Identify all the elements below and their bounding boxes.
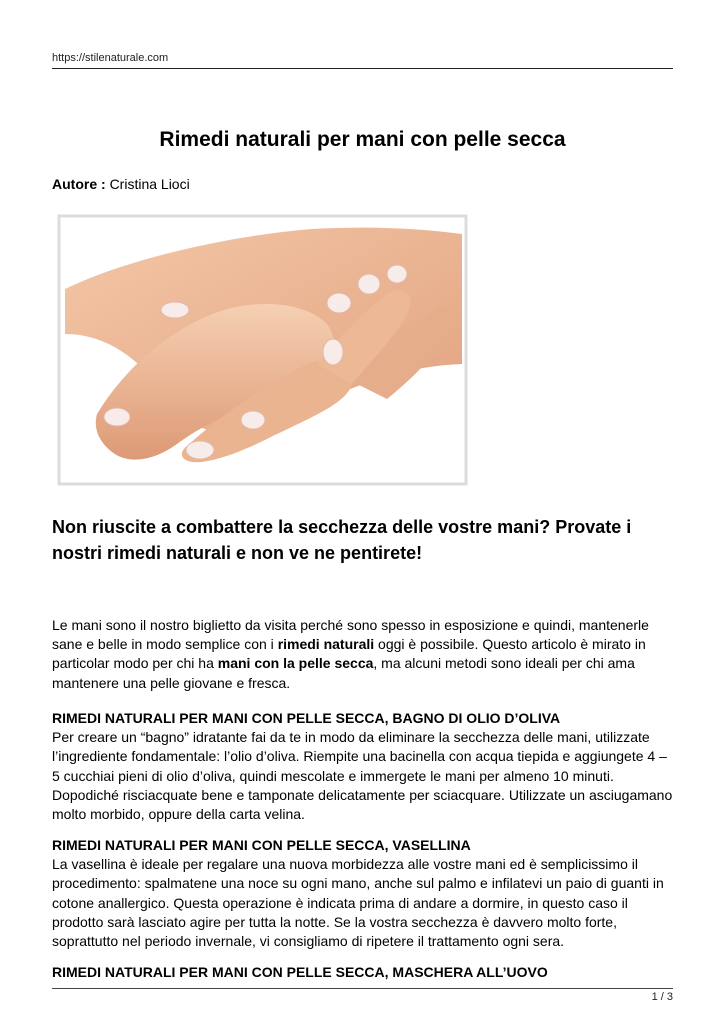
site-url: https://stilenaturale.com: [52, 52, 169, 64]
hands-photo: [57, 214, 468, 486]
section-heading: RIMEDI NATURALI PER MANI CON PELLE SECCA, VASELLINA: [52, 837, 471, 853]
page-number: 1 / 3: [651, 991, 673, 1003]
footer-divider: [52, 988, 673, 989]
page-title: Rimedi naturali per mani con pelle secca: [159, 128, 566, 151]
section-egg-mask: [52, 963, 674, 982]
intro-bold-remedies: rimedi naturali: [277, 636, 375, 653]
section-heading: RIMEDI NATURALI PER MANI CON PELLE SECCA, MASCHERA ALL’UOVO: [52, 964, 548, 980]
section-vaseline: [52, 836, 674, 951]
section-heading: RIMEDI NATURALI PER MANI CON PELLE SECCA, BAGNO DI OLIO D’OLIVA: [52, 710, 561, 726]
header-divider: [52, 68, 673, 69]
section-olive-oil: [52, 709, 674, 824]
section-text: La vasellina è ideale per regalare una nuova morbidezza alle vostre mani ed è semplicissimo il procedimento: spalmatene una noce su ogni mano, anche sul palmo e infilatevi un paio di guanti in cotone anallergico. Questa operazione è indicata prima di andare a dormire, in questo caso il prodotto sarà lasciato agire per tutta la notte. Se la vostra secchezza è davvero molto forte, soprattutto nel periodo invernale, vi consigliamo di ripetere il trattamento ogni sera.: [52, 856, 664, 950]
author-label: Autore :: [52, 176, 106, 192]
section-text: Per creare un “bagno” idratante fai da te in modo da eliminare la secchezza delle mani, utilizzate l’ingrediente fondamentale: l’olio d’oliva. Riempite una bacinella con acqua tiepida e aggiungete 4 – 5 cucchiai pieni di olio d’oliva, quindi mescolate e immergete le mani per almeno 10 minuti. Dopodiché risciacquate bene e tamponate delicatamente per sciacquare. Utilizzate un asciugamano molto morbido, oppure della carta velina.: [52, 729, 673, 823]
author-name: Cristina Lioci: [109, 176, 190, 192]
intro-bold-dry-skin: mani con la pelle secca: [217, 655, 374, 672]
intro-paragraph: Le mani sono il nostro biglietto da visita perché sono spesso in esposizione e quindi, mantenerle sane e belle in modo semplice con i rimedi naturali oggi è possibile. Questo articolo è mirato in particolar modo per chi ha mani con la pelle secca, ma alcuni metodi sono ideali per chi ama mantenere una pelle giovane e fresca.: [52, 617, 649, 691]
author-line: [52, 176, 190, 192]
article-subtitle: Non riuscite a combattere la secchezza delle vostre mani? Provate i nostri rimedi naturali e non ve ne pentirete!: [52, 517, 632, 563]
